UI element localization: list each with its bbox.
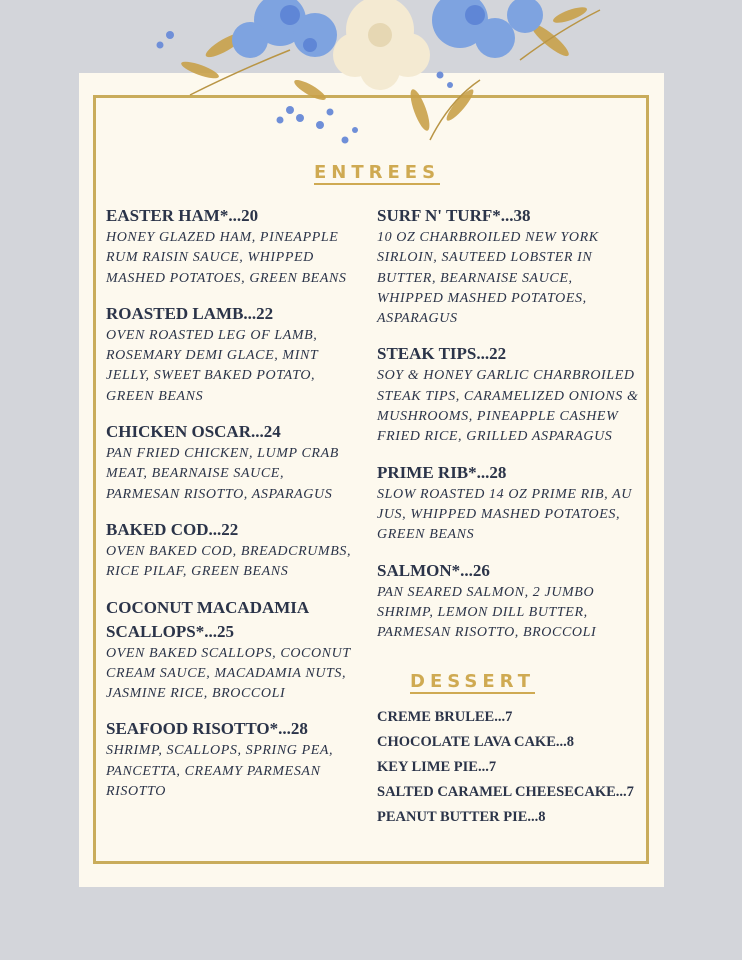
menu-item-description: OVEN BAKED SCALLOPS, COCONUT CREAM SAUCE, MACADAMIA NUTS, JASMINE RICE, BROCCOLI (106, 645, 351, 702)
dessert-item: CREME BRULEE...7 (377, 709, 513, 725)
menu-item-description: SHRIMP, SCALLOPS, SPRING PEA, PANCETTA, CREAMY PARMESAN RISOTTO (106, 743, 334, 800)
dessert-item: PEANUT BUTTER PIE...8 (377, 809, 546, 825)
entrees-right-column (377, 204, 642, 656)
entrees-title: ENTREES (314, 162, 441, 183)
floral-decoration (130, 0, 610, 160)
menu-item (377, 559, 642, 644)
menu-item (106, 204, 361, 289)
dessert-title: DESSERT (410, 671, 535, 692)
menu-item-name: SURF N' TURF*...38 (377, 206, 531, 225)
menu-item (106, 302, 361, 407)
menu-item (106, 518, 361, 583)
menu-item-description: SOY & HONEY GARLIC CHARBROILED STEAK TIPS, CARAMELIZED ONIONS & MUSHROOMS, PINEAPPLE CASHEW FRIED RICE, GRILLED ASPARAGUS (377, 368, 639, 445)
entrees-left-column (106, 204, 361, 815)
menu-item-description: SLOW ROASTED 14 OZ PRIME RIB, AU JUS, WHIPPED MASHED POTATOES, GREEN BEANS (377, 486, 632, 543)
dessert-item: KEY LIME PIE...7 (377, 759, 497, 775)
menu-item-name: COCONUT MACADAMIA SCALLOPS*...25 (106, 597, 309, 641)
dessert-item: CHOCOLATE LAVA CAKE...8 (377, 734, 575, 750)
menu-item-name: PRIME RIB*...28 (377, 462, 507, 482)
menu-item (106, 717, 361, 802)
menu-item-description: 10 OZ CHARBROILED NEW YORK SIRLOIN, SAUTEED LOBSTER IN BUTTER, BEARNAISE SAUCE, WHIPPED MASHED POTATOES, ASPARAGUS (377, 230, 599, 327)
menu-item-description: OVEN BAKED COD, BREADCRUMBS, RICE PILAF, GREEN BEANS (106, 543, 352, 580)
menu-item-name: EASTER HAM*...20 (106, 206, 259, 225)
menu-item (106, 596, 361, 705)
menu-item-description: PAN FRIED CHICKEN, LUMP CRAB MEAT, BEARNAISE SAUCE, PARMESAN RISOTTO, ASPARAGUS (106, 446, 339, 502)
menu-item-name: ROASTED LAMB...22 (106, 303, 274, 323)
menu-item-name: BAKED COD...22 (106, 519, 239, 539)
menu-item-description: OVEN ROASTED LEG OF LAMB, ROSEMARY DEMI GLACE, MINT JELLY, SWEET BAKED POTATO, GREEN BEANS (106, 327, 319, 404)
menu-item-name: STEAK TIPS...22 (377, 344, 507, 364)
menu-item-name: SALMON*...26 (377, 560, 490, 580)
menu-item (106, 420, 361, 505)
dessert-item: SALTED CARAMEL CHEESECAKE...7 (377, 784, 634, 800)
menu-item (377, 204, 642, 329)
dessert-list (377, 705, 642, 830)
menu-item-description: HONEY GLAZED HAM, PINEAPPLE RUM RAISIN SAUCE, WHIPPED MASHED POTATOES, GREEN BEANS (106, 230, 347, 286)
menu-item-name: SEAFOOD RISOTTO*...28 (106, 719, 308, 739)
menu-item (377, 461, 642, 546)
menu-item-description: PAN SEARED SALMON, 2 JUMBO SHRIMP, LEMON DILL BUTTER, PARMESAN RISOTTO, BROCCOLI (377, 584, 597, 641)
menu-item (377, 342, 642, 447)
menu-item-name: CHICKEN OSCAR...24 (106, 422, 281, 442)
